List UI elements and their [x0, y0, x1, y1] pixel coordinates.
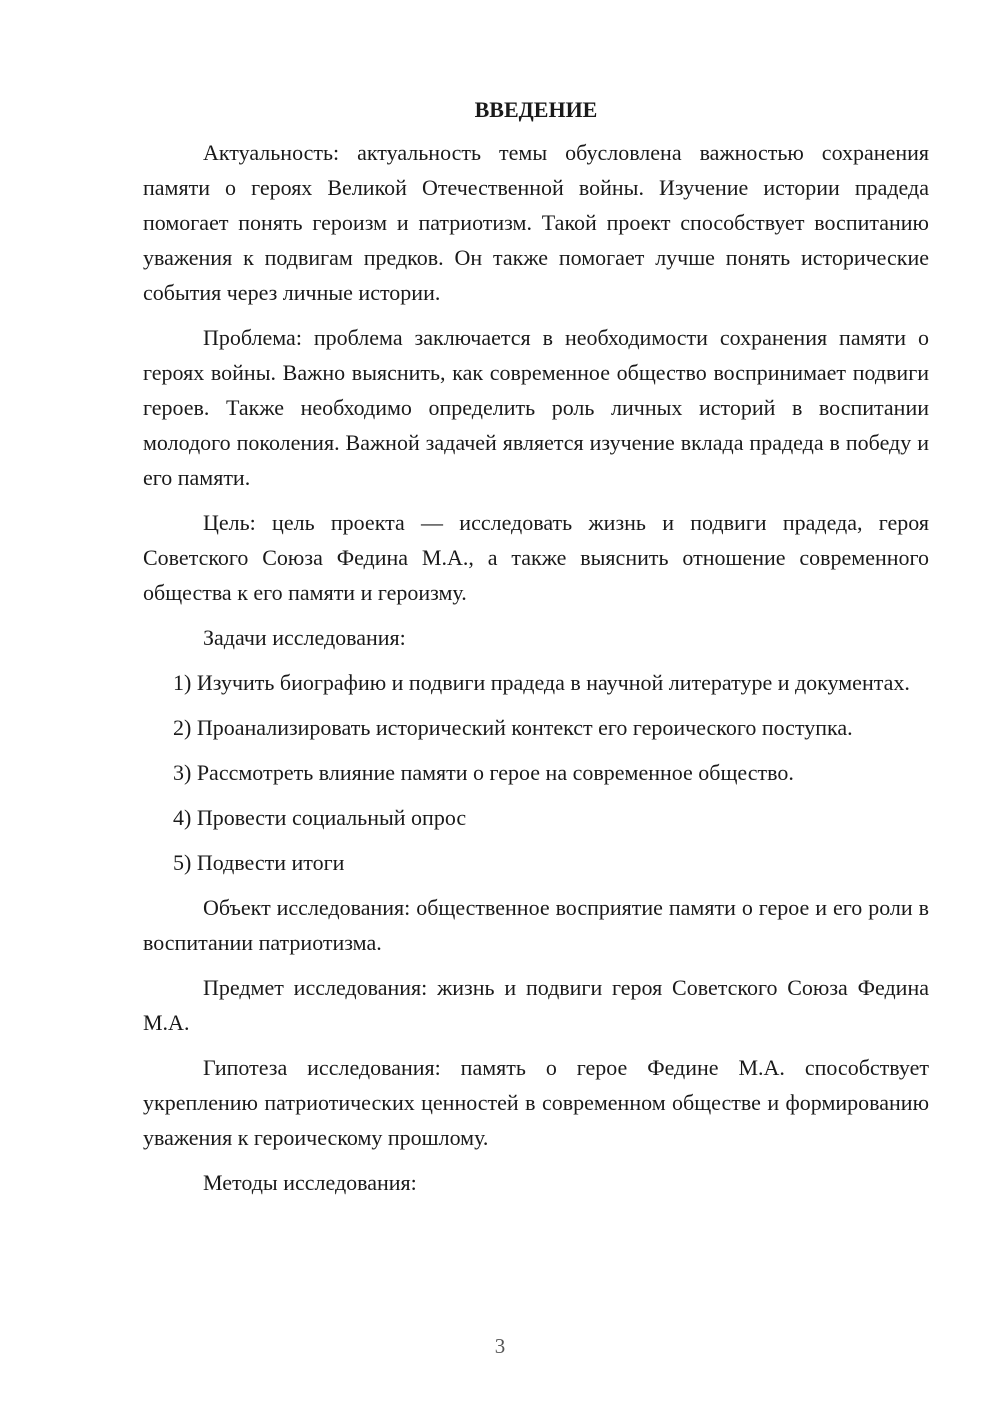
tasks-title: Задачи исследования: — [203, 625, 406, 650]
paragraph-goal: Цель: цель проекта — исследовать жизнь и подвиги прадеда, героя Советского Союза Федина М.А., а также выяснить отношение современного общества к его памяти и героизму. — [143, 510, 929, 605]
task-item-4: 4) Провести социальный опрос — [173, 805, 467, 830]
paragraph-object: Объект исследования: общественное восприятие памяти о герое и его роли в воспитании патриотизма. — [143, 895, 929, 955]
paragraph-actuality: Актуальность: актуальность темы обусловлена важностью сохранения памяти о героях Великой Отечественной войны. Изучение истории прадеда помогает понять героизм и патриотизм. Такой проект способствует воспитанию уважения к подвигам предков. Он также помогает лучше понять исторические события через личные истории. — [143, 140, 929, 305]
page-content — [143, 92, 929, 1210]
methods-title: Методы исследования: — [203, 1170, 417, 1195]
task-item-1: 1) Изучить биографию и подвиги прадеда в научной литературе и документах. — [173, 670, 910, 695]
page-heading: ВВЕДЕНИЕ — [474, 97, 598, 122]
task-item-2: 2) Проанализировать исторический контекст его героического поступка. — [173, 715, 853, 740]
task-item-3: 3) Рассмотреть влияние памяти о герое на современное общество. — [173, 760, 794, 785]
paragraph-subject: Предмет исследования: жизнь и подвиги героя Советского Союза Федина М.А. — [143, 975, 929, 1035]
task-item-5: 5) Подвести итоги — [173, 850, 345, 875]
paragraph-problem: Проблема: проблема заключается в необходимости сохранения памяти о героях войны. Важно выяснить, как современное общество воспринимает подвиги героев. Также необходимо определить роль личных историй в воспитании молодого поколения. Важной задачей является изучение вклада прадеда в победу и его памяти. — [143, 325, 929, 490]
page-number: 3 — [494, 1334, 506, 1358]
paragraph-hypothesis: Гипотеза исследования: память о герое Федине М.А. способствует укреплению патриотических ценностей в современном обществе и формированию уважения к героическому прошлому. — [143, 1055, 929, 1150]
